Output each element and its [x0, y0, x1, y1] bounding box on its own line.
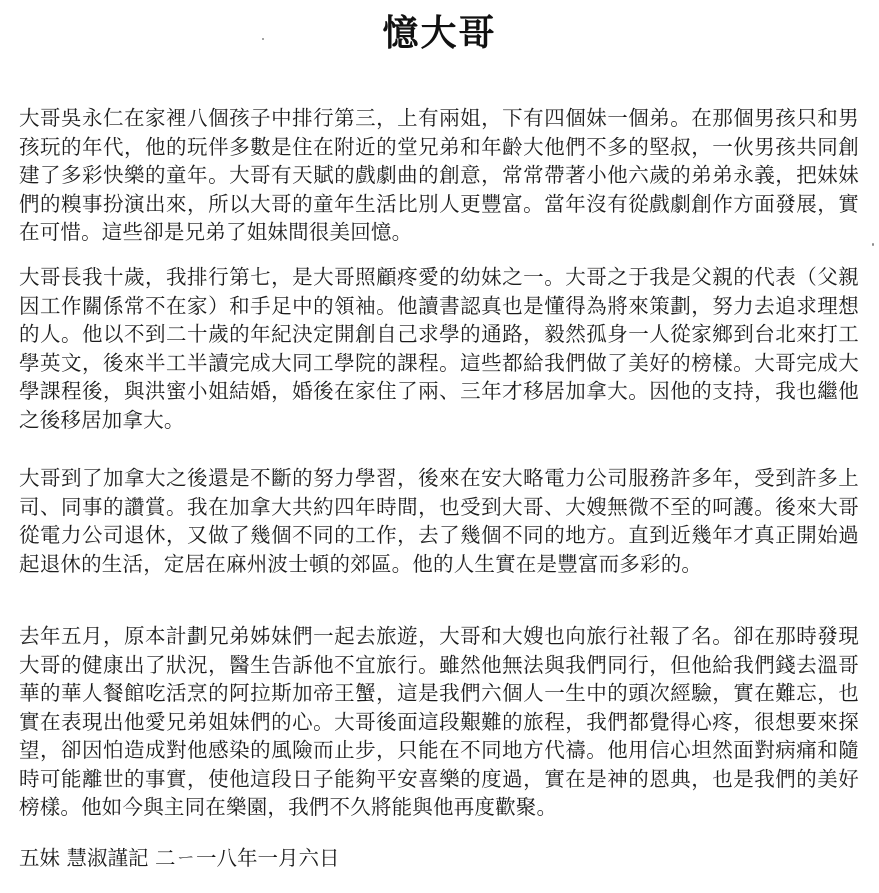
scan-speck — [262, 38, 264, 40]
paragraph-3: 大哥到了加拿大之後還是不斷的努力學習，後來在安大略電力公司服務許多年，受到許多上司、同事的讚賞。我在加拿大共約四年時間，也受到大哥、大嫂無微不至的呵護。後來大哥從電力公司退休，又做了幾個不同的工作，去了幾個不同的地方。直到近幾年才真正開始過起退休的生活，定居在麻州波士頓的郊區。他的人生實在是豐富而多彩的。 — [19, 466, 859, 576]
signature-line: 五妹 慧淑謹記 二ㄧ一八年一月六日 — [19, 846, 340, 870]
scan-speck — [872, 243, 874, 246]
paragraph-4: 去年五月，原本計劃兄弟姊妹們一起去旅遊，大哥和大嫂也向旅行社報了名。卻在那時發現大哥的健康出了狀況，醫生告訴他不宜旅行。雖然他無法與我們同行，但他給我們錢去溫哥華的華人餐館吃活烹的阿拉斯加帝王蟹，這是我們六個人一生中的頭次經驗，實在難忘，也實在表現出他愛兄弟姐妹們的心。大哥後面這段艱難的旅程，我們都覺得心疼，很想要來探望，卻因怕造成對他感染的風險而止步，只能在不同地方代禱。他用信心坦然面對病痛和隨時可能離世的事實，使他這段日子能夠平安喜樂的度過，實在是神的恩典，也是我們的美好榜樣。他如今與主同在樂園，我們不久將能與他再度歡聚。 — [19, 624, 859, 819]
paragraph-1: 大哥吳永仁在家裡八個孩子中排行第三，上有兩姐，下有四個妹一個弟。在那個男孩只和男孩玩的年代，他的玩伴多數是住在附近的堂兄弟和年齡大他們不多的堅叔，一伙男孩共同創建了多彩快樂的童年。大哥有天賦的戲劇曲的創意，常常帶著小他六歲的弟弟永義，把妹妹們的糗事扮演出來，所以大哥的童年生活比別人更豐富。當年沒有從戲劇創作方面發展，實在可惜。這些卻是兄弟了姐妹間很美回憶。 — [19, 106, 859, 244]
paragraph-2: 大哥長我十歲，我排行第七，是大哥照顧疼愛的幼妹之一。大哥之于我是父親的代表（父親因工作關係常不在家）和手足中的領袖。他讀書認真也是懂得為將來策劃，努力去追求理想的人。他以不到二十歲的年紀決定開創自己求學的通路，毅然孤身一人從家鄉到台北來打工學英文，後來半工半讀完成大同工學院的課程。這些都給我們做了美好的榜樣。大哥完成大學課程後，與洪蜜小姐結婚，婚後在家住了兩、三年才移居加拿大。因他的支持，我也繼他之後移居加拿大。 — [19, 265, 859, 432]
document-title: 憶大哥 — [382, 13, 497, 54]
